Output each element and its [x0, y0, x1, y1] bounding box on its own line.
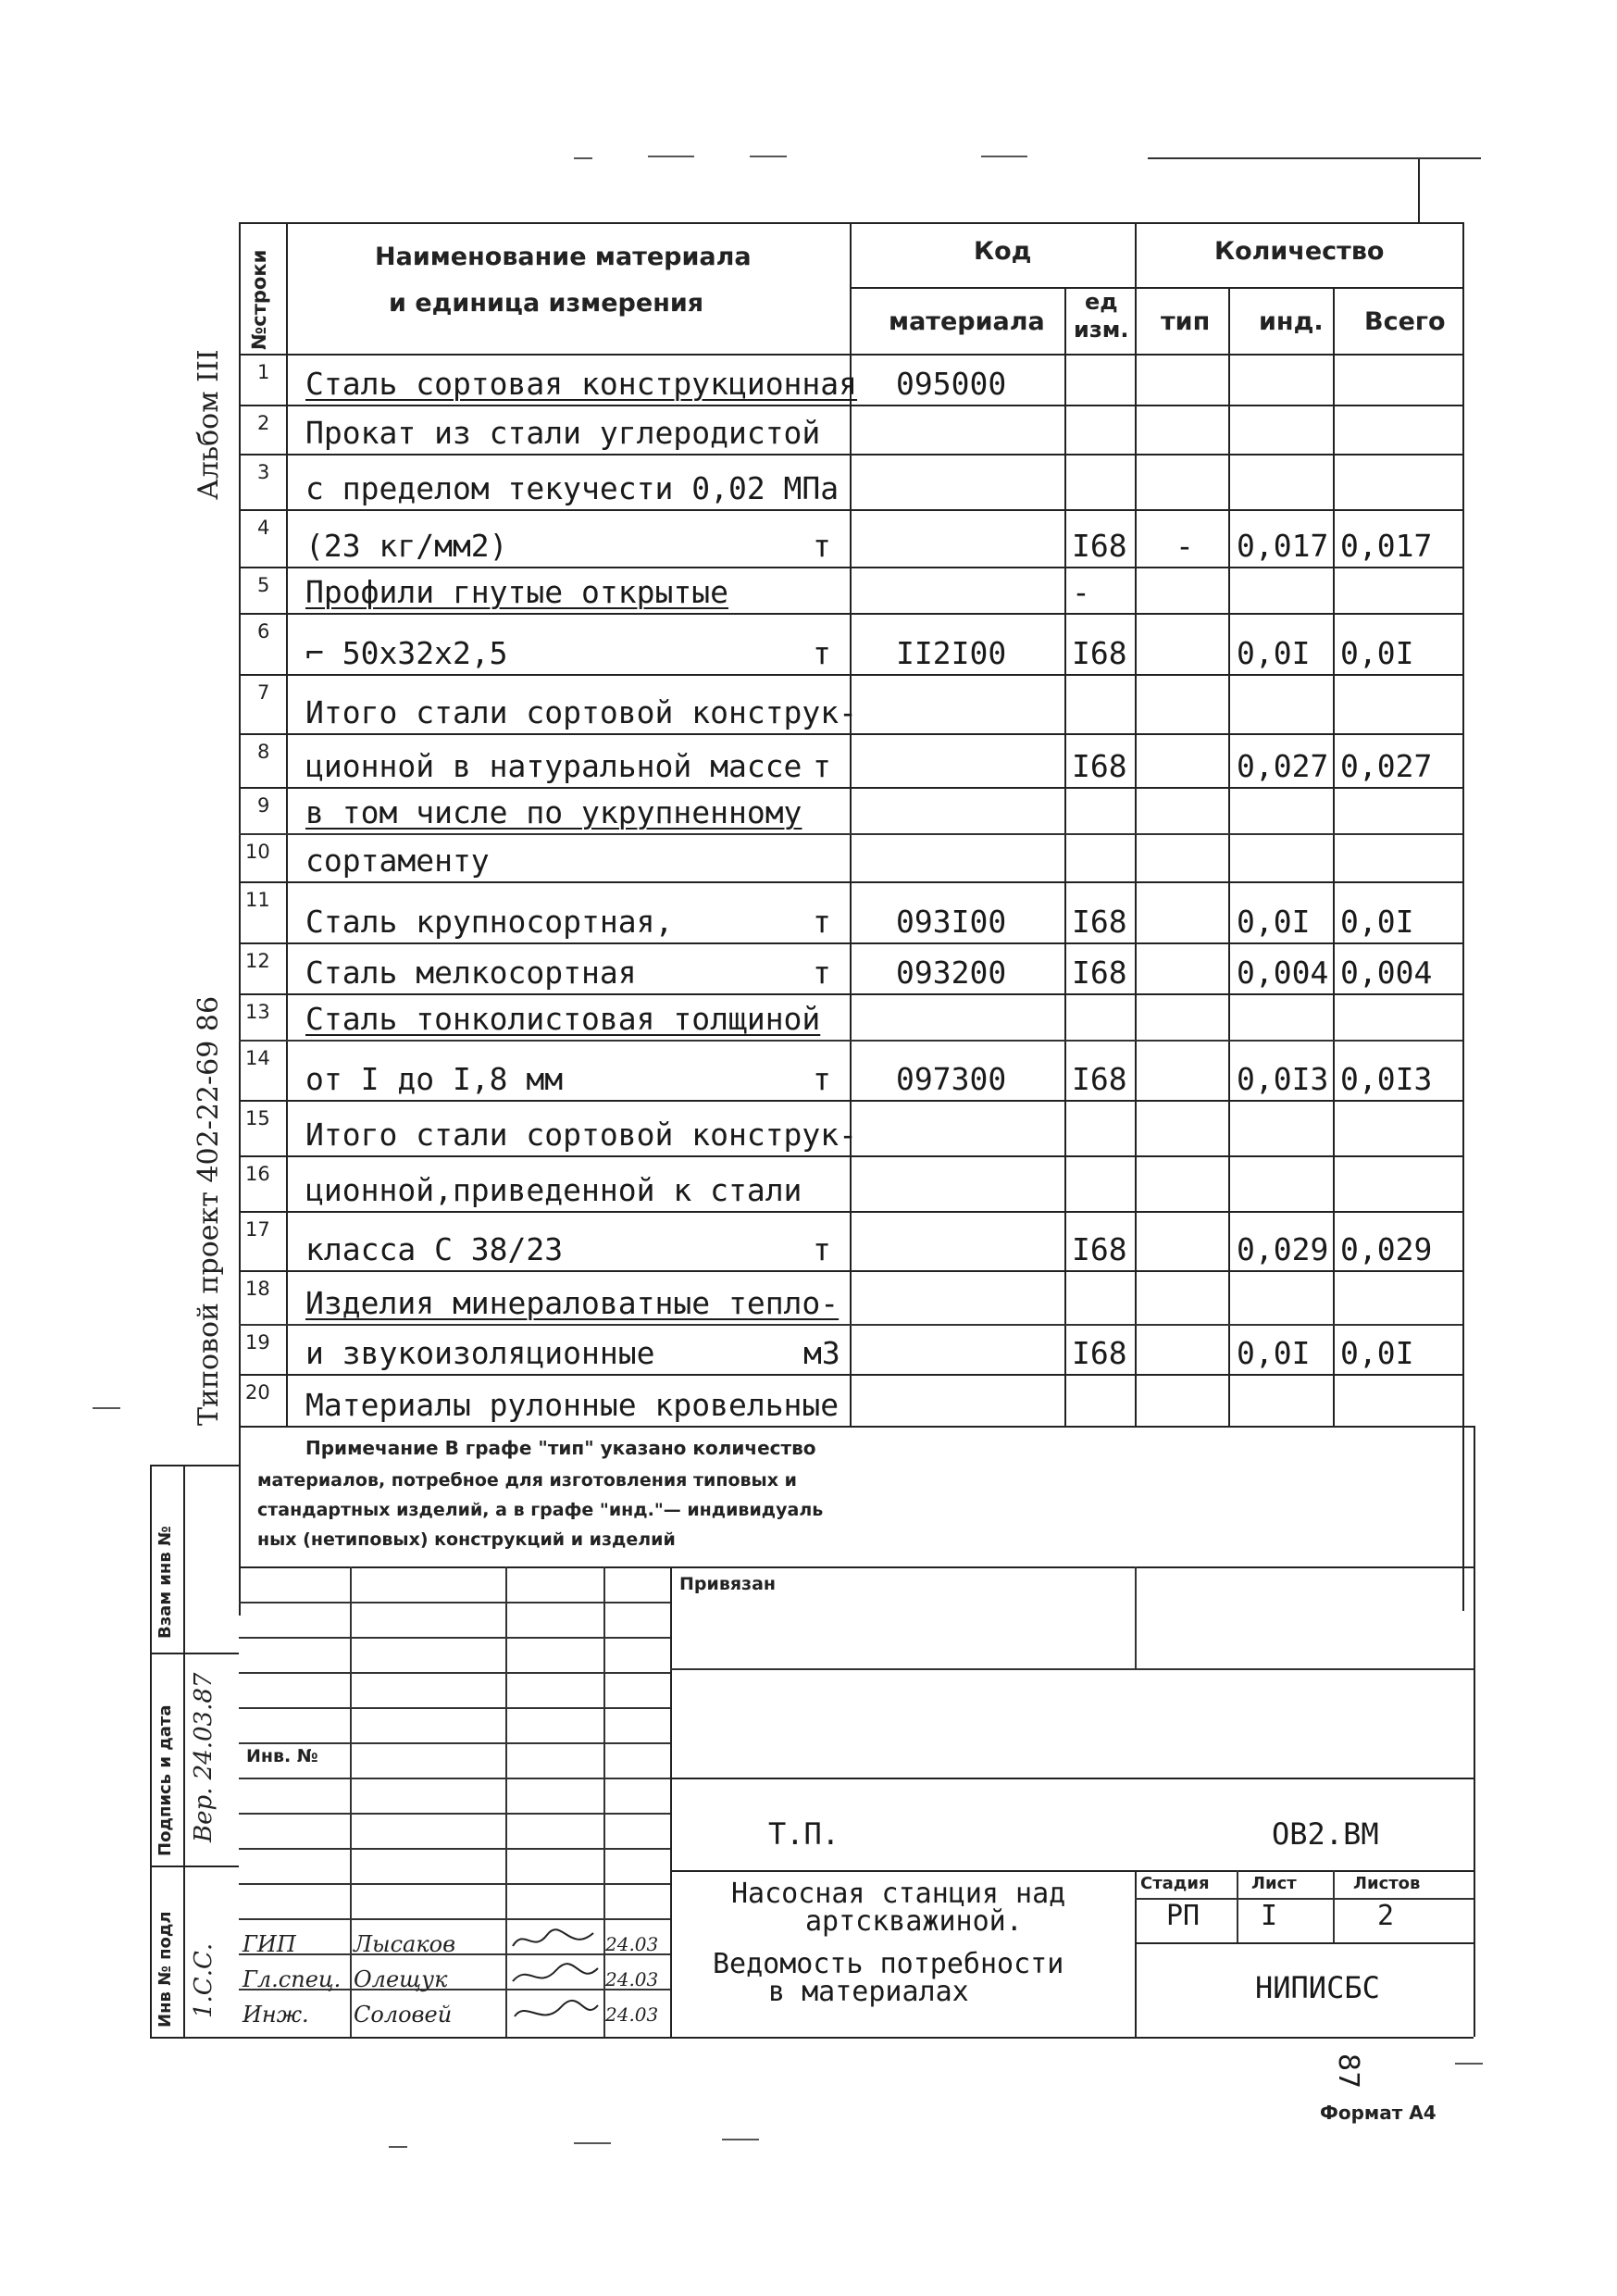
note-line3: стандартных изделий, а в графе "инд."— индивидуаль: [257, 1500, 824, 1520]
inv-label: Инв № подл: [155, 1911, 175, 2028]
header-name-line1: Наименование материала: [375, 243, 752, 271]
org-name: НИПИСБС: [1255, 1970, 1380, 2005]
unit-code: I68: [1072, 955, 1127, 991]
row-number: 11: [245, 889, 270, 911]
row-number: 9: [257, 794, 270, 817]
note-line2: материалов, потребное для изготовления типовых и: [257, 1470, 797, 1491]
unit-code: -: [1072, 574, 1090, 610]
row-number: 17: [245, 1218, 270, 1241]
header-total: Всего: [1364, 307, 1446, 336]
row-number: 3: [257, 461, 270, 483]
material-name: Прокат из стали углеродистой: [305, 415, 821, 451]
sig-role-2: Гл.спец.: [243, 1966, 342, 1992]
podpis-label: Подпись и дата: [155, 1704, 175, 1856]
sig-name-2: Олещук: [354, 1966, 448, 1992]
unit-of-measure: т: [813, 904, 831, 940]
qty-type: -: [1175, 528, 1194, 564]
album-label: Альбом III: [193, 349, 225, 500]
qty-total: 0,017: [1340, 528, 1433, 564]
page-number: 87: [1332, 2053, 1364, 2090]
sig-date-3: 24.03: [605, 2003, 659, 2026]
listov-label: Листов: [1353, 1874, 1421, 1893]
qty-ind: 0,004: [1237, 955, 1329, 991]
qty-ind: 0,0I: [1237, 904, 1311, 940]
signature-scribbles: [505, 1926, 607, 2037]
row-number: 13: [245, 1001, 270, 1023]
unit-code: I68: [1072, 1061, 1127, 1097]
material-name: Сталь мелкосортная: [305, 955, 637, 991]
unit-of-measure: т: [813, 1231, 831, 1267]
row-number: 1: [257, 361, 270, 383]
unit-of-measure: т: [813, 635, 831, 671]
unit-code: I68: [1072, 904, 1127, 940]
unit-code: I68: [1072, 1335, 1127, 1371]
material-name: и звукоизоляционные: [305, 1335, 655, 1371]
listov-value: 2: [1377, 1900, 1395, 1932]
qty-total: 0,027: [1340, 748, 1433, 784]
row-number: 20: [245, 1381, 270, 1404]
qty-ind: 0,0I3: [1237, 1061, 1329, 1097]
sig-role-3: Инж.: [243, 2002, 309, 2028]
unit-of-measure: м3: [803, 1335, 840, 1371]
inv-no-label: Инв. №: [246, 1746, 318, 1766]
row-number: 6: [257, 620, 270, 643]
date-handwritten: Вер. 24.03.87: [190, 1672, 218, 1842]
material-name: Итого стали сортовой конструк-: [305, 694, 858, 730]
material-name: Итого стали сортовой конструк-: [305, 1117, 858, 1153]
unit-of-measure: т: [813, 955, 831, 991]
row-number: 14: [245, 1047, 270, 1069]
material-code: 093200: [896, 955, 1007, 991]
tp-label: Т.П.: [768, 1816, 840, 1852]
material-code: 095000: [896, 366, 1007, 402]
title-line4: в материалах: [768, 1976, 969, 2008]
unit-code: I68: [1072, 748, 1127, 784]
header-material: материала: [889, 307, 1045, 336]
project-label: Типовой проект 402-22-69 86: [193, 995, 225, 1426]
header-ind: инд.: [1259, 307, 1324, 336]
vzam-label: Взам инв №: [155, 1526, 175, 1639]
material-name: в том числе по укрупненному: [305, 794, 802, 830]
doc-code: ОВ2.ВМ: [1272, 1816, 1379, 1852]
unit-of-measure: т: [813, 748, 831, 784]
note-line4: ных (нетиповых) конструкций и изделий: [257, 1529, 676, 1550]
header-unit-line1: ед: [1085, 289, 1118, 315]
header-row-no: №строки: [248, 249, 270, 350]
row-number: 2: [257, 412, 270, 434]
material-name: сортаменту: [305, 842, 490, 879]
material-name: Сталь тонколистовая толщиной: [305, 1001, 821, 1037]
material-name: Сталь сортовая конструкционная: [305, 366, 858, 402]
sig-name-1: Лысаков: [354, 1931, 456, 1957]
unit-of-measure: т: [813, 1061, 831, 1097]
qty-ind: 0,029: [1237, 1231, 1329, 1267]
qty-total: 0,0I3: [1340, 1061, 1433, 1097]
stadiya-label: Стадия: [1140, 1874, 1210, 1893]
material-name: ⌐ 50х32х2,5: [305, 635, 508, 671]
header-unit-line2: изм.: [1074, 317, 1129, 343]
title-line2: артскважиной.: [805, 1905, 1023, 1938]
material-name: Сталь крупносортная,: [305, 904, 674, 940]
inv-handwritten: 1.С.С.: [190, 1942, 218, 2018]
sig-date-2: 24.03: [605, 1968, 659, 1990]
material-name: (23 кг/мм2): [305, 528, 508, 564]
material-name: класса С 38/23: [305, 1231, 564, 1267]
qty-ind: 0,017: [1237, 528, 1329, 564]
unit-code: I68: [1072, 635, 1127, 671]
format-label: Формат А4: [1320, 2102, 1437, 2124]
material-code: 097300: [896, 1061, 1007, 1097]
row-number: 12: [245, 950, 270, 972]
note-line1: Примечание В графе "тип" указано количество: [305, 1437, 816, 1459]
row-number: 19: [245, 1331, 270, 1354]
material-name: Изделия минераловатные тепло-: [305, 1285, 840, 1321]
material-name: ционной в натуральной массе: [305, 748, 802, 784]
row-number: 15: [245, 1107, 270, 1129]
list-label: Лист: [1251, 1874, 1297, 1893]
qty-ind: 0,0I: [1237, 1335, 1311, 1371]
title-line3: Ведомость потребности: [713, 1948, 1064, 1980]
row-number: 18: [245, 1278, 270, 1300]
unit-of-measure: т: [813, 528, 831, 564]
header-name-line2: и единица измерения: [389, 289, 704, 318]
qty-total: 0,0I: [1340, 635, 1414, 671]
qty-ind: 0,0I: [1237, 635, 1311, 671]
header-quantity: Количество: [1214, 237, 1385, 266]
qty-total: 0,004: [1340, 955, 1433, 991]
row-number: 16: [245, 1163, 270, 1185]
row-number: 7: [257, 681, 270, 704]
privyazan-label: Привязан: [679, 1574, 777, 1594]
sig-date-1: 24.03: [605, 1933, 659, 1955]
unit-code: I68: [1072, 1231, 1127, 1267]
row-number: 10: [245, 841, 270, 863]
title-line1: Насосная станция над: [731, 1878, 1066, 1910]
qty-ind: 0,027: [1237, 748, 1329, 784]
sig-role-1: ГИП: [243, 1931, 296, 1957]
qty-total: 0,0I: [1340, 904, 1414, 940]
qty-total: 0,029: [1340, 1231, 1433, 1267]
material-code: II2I00: [896, 635, 1007, 671]
qty-total: 0,0I: [1340, 1335, 1414, 1371]
header-code: Код: [974, 237, 1032, 266]
list-value: I: [1261, 1900, 1278, 1932]
material-name: с пределом текучести 0,02 МПа: [305, 470, 840, 506]
material-code: 093I00: [896, 904, 1007, 940]
row-number: 5: [257, 574, 270, 596]
row-number: 4: [257, 517, 270, 539]
material-name: от I до I,8 мм: [305, 1061, 564, 1097]
stadiya-value: РП: [1166, 1900, 1200, 1932]
material-name: ционной,приведенной к стали: [305, 1172, 802, 1208]
material-name: Профили гнутые открытые: [305, 574, 728, 610]
unit-code: I68: [1072, 528, 1127, 564]
sig-name-3: Соловей: [354, 2002, 453, 2028]
material-name: Материалы рулонные кровельные: [305, 1387, 840, 1423]
header-type: тип: [1161, 307, 1211, 336]
row-number: 8: [257, 741, 270, 763]
